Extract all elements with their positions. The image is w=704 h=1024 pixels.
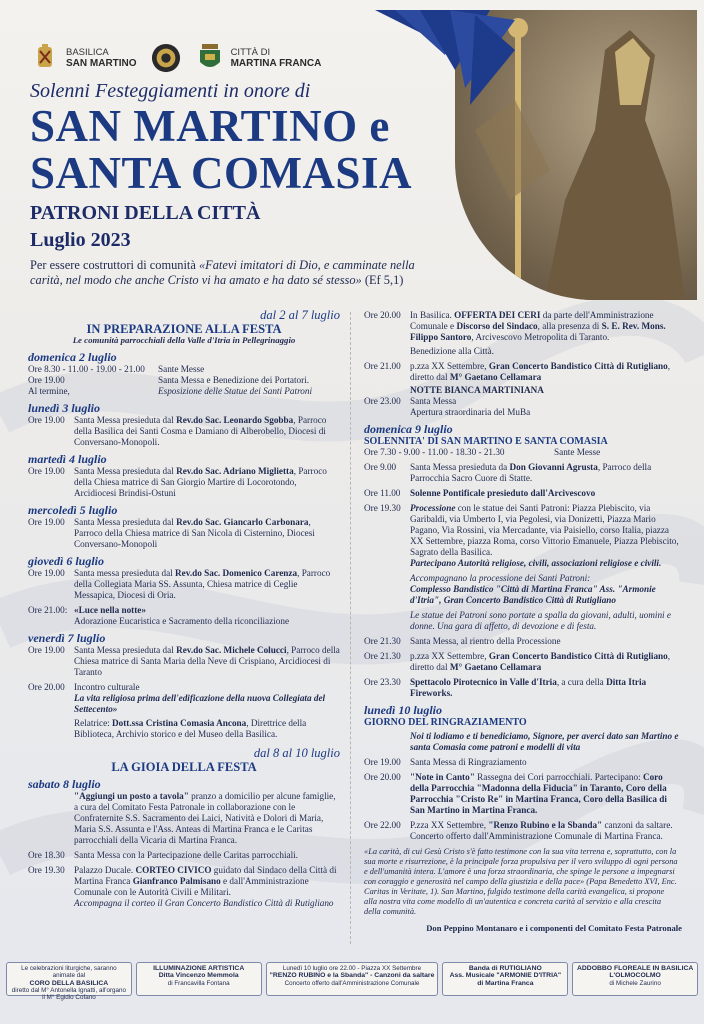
time: Ore 21.30 [364, 651, 401, 661]
day-title: GIORNO DEL RINGRAZIAMENTO [364, 717, 527, 728]
event [74, 568, 340, 601]
event-part: Partecipano Autorità religiose, civili, associazioni religiose e civili. [410, 558, 662, 568]
event-title: NOTTE BIANCA MARTINIANA [410, 385, 544, 395]
event-part: Incontro culturale [74, 682, 140, 692]
quote-italic: «Fatevi imitatori di Dio, e camminate nella carità, nel modo che anche Cristo vi ha amato e ha dato sé stesso» [30, 258, 415, 287]
confraternity-seal-icon [151, 43, 181, 73]
time: Ore 18.30 [28, 850, 65, 860]
event-title: "Renzo Rubino e la Sbanda" [488, 820, 603, 830]
schedule-row [364, 772, 682, 816]
schedule-row [364, 396, 682, 418]
time: Ore 9.00 [364, 462, 397, 472]
event-part: , Direttrice della Biblioteca, Archivio storico e del Museo della Basilica. [74, 718, 307, 739]
day-heading: lunedì 10 luglio [364, 703, 443, 717]
closing-quote: «La carità, di cui Gesù Cristo s'è fatto testimone con la sua vita terrena e, soprattutto, con la sua morte e risurrezione, è la principale forza propulsiva per il vero sviluppo di ogni persona e dell'umanità intera. L'amore è una forza straordinaria, che spinge le persone a impegnarsi con coraggio e generosità nel campo della giustizia e della pace» (Papa Benedetto XVI, Enc. Caritas in Veritate, 1). San Martino, fulgido testimone della carità evangelica, si propone alla nostra vita come modello di un'autentica e concreta carità al servizio e alla crescita della comunità. [364, 847, 678, 916]
day-heading: sabato 8 luglio [28, 777, 101, 791]
event-part: , diretto dal [410, 361, 671, 382]
city-coat-of-arms-icon [195, 43, 225, 73]
celebrant: Rev.do Sac. Domenico Carenza [175, 568, 298, 578]
day-heading: martedì 4 luglio [28, 452, 107, 466]
footer-text: Concerto offerto dall'Amministrazione Comunale [284, 979, 420, 987]
event [74, 466, 340, 499]
event [410, 772, 682, 816]
signature: Don Peppino Montanaro e i componenti del Comitato Festa Patronale [426, 923, 682, 933]
event [74, 645, 340, 678]
footer-title: Ditta Vincenzo Memmola [158, 972, 239, 980]
schedule-row [28, 517, 340, 550]
time: Ore 21.30 [364, 636, 401, 646]
event-part: Adorazione Eucaristica e Sacramento della riconciliazione [74, 616, 290, 626]
event [410, 820, 682, 842]
event [410, 503, 682, 632]
event-part: Santa Messa [410, 396, 457, 406]
schedule-row [364, 820, 682, 842]
schedule-row [28, 415, 340, 448]
event-part: In Basilica. [410, 310, 455, 320]
schedule-row [364, 447, 682, 458]
schedule-row [28, 605, 340, 627]
band: Gran Concerto Bandistico Città di Rutigliano [488, 651, 668, 661]
quote-ref: (Ef 5,1) [361, 272, 404, 287]
footer-title: Ass. Musicale "ARMONIE D'ITRIA" [449, 972, 562, 980]
day-heading: domenica 2 luglio [28, 350, 117, 364]
event-part: , a cura della [556, 677, 607, 687]
event [410, 462, 682, 484]
section2-title: LA GIOIA DELLA FESTA [111, 760, 257, 774]
footer-title: Banda di RUTIGLIANO [468, 965, 542, 972]
time: Ore 19.00 [28, 568, 65, 578]
event-part: p.zza XX Settembre, [410, 651, 489, 661]
day-heading: giovedì 6 luglio [28, 554, 104, 568]
event-part: p.zza XX Settembre, [410, 361, 489, 371]
event-part: , Parroco della Chiesa matrice di Santa Maria della Neve di Crispiano, Arcidiocesi di Taranto [74, 645, 340, 677]
time: Ore 21.00 [364, 361, 401, 371]
event [410, 651, 682, 673]
speaker: Dott.ssa Cristina Comasia Ancona [112, 718, 247, 728]
event-part: Santa messa presieduta dal [74, 568, 176, 578]
event-part: pranzo a domicilio per alcune famiglie, a cura del Comitato Festa Patronale in collaborazione con le Confraternite S.S. Sacramento dei Laici, Natività e Dolori di Maria, Maria S.S. Assunta e l'Ass. Anteas di Martina Franca e le Caritas parrocchiali della Vicaria di Martina Franca. [74, 791, 336, 845]
citta-line1: CITTÀ DI [230, 47, 271, 58]
event [74, 791, 340, 846]
event [410, 310, 682, 357]
schedule-row [364, 677, 682, 699]
event [74, 682, 340, 740]
schedule-row [364, 462, 682, 484]
celebrant: Rev.do Sac. Adriano Miglietta [176, 466, 294, 476]
event-part: , alla presenza di [537, 321, 602, 331]
event [74, 605, 340, 627]
basilica-label [66, 47, 137, 69]
section1-date: dal 2 al 7 luglio [260, 308, 340, 322]
footer-text: Le celebrazioni liturgiche, saranno animate dal [21, 965, 117, 980]
event-part: e dall'Amministrazione Comunale con le Autorità Civili e Militari. [74, 876, 309, 897]
schedule-row [364, 488, 682, 499]
papal-keys-emblem-icon [30, 43, 60, 73]
event-part: P.zza XX Settembre, [410, 820, 489, 830]
time: Ore 19.00 [28, 415, 65, 425]
column-divider [350, 312, 351, 944]
time: Ore 19.00 [28, 466, 65, 476]
schedule-row [364, 757, 682, 768]
time: Ore 19.30 [364, 503, 401, 513]
footer-title: "RENZO RUBINO e la Sbanda" - Canzoni da saltare [269, 972, 435, 980]
footer-title: L'OLMOCOLMO [609, 972, 661, 980]
event-part: Santa Messa presieduta dal [74, 517, 177, 527]
event [74, 415, 340, 448]
footer-title: ADDOBBO FLOREALE IN BASILICA [576, 965, 694, 972]
footer-box-choir [6, 962, 132, 1002]
event-title: Spettacolo Pirotecnico in Valle d'Itria [410, 677, 557, 687]
event-part: Apertura straordinaria del MuBa [410, 407, 531, 417]
schedule-row [364, 636, 682, 647]
section1-subtitle: Le comunità parrocchiali della Valle d'Itria in Pellegrinaggio [72, 335, 296, 345]
band: Gran Concerto Bandistico Città di Rutigliano [488, 361, 668, 371]
schedule-row [28, 645, 340, 678]
schedule-left-column [28, 310, 340, 909]
event-part: , Parroco della Parrocchia Sacro Cuore di Statte. [410, 462, 652, 483]
schedule-row [28, 791, 340, 846]
blue-fan-decoration [375, 10, 515, 110]
archbishop: S. E. Rev. Mons. Filippo Santoro [410, 321, 666, 342]
event-title: «Luce nella notte» [74, 605, 146, 615]
footer-box-flowers [572, 962, 698, 996]
schedule-right-column [364, 310, 682, 934]
celebrant: Don Giovanni Agrusta [509, 462, 598, 472]
event: Esposizione delle Statue dei Santi Patroni [158, 386, 313, 396]
time: Al termine, [28, 386, 70, 396]
event-part: Relatrice: [74, 718, 113, 728]
time: Ore 19.00 [28, 645, 65, 655]
intro-quote [30, 258, 450, 287]
event-title: "Note in Canto" [410, 772, 475, 782]
footer-text: di Francavilla Fontana [167, 979, 230, 987]
event: Santa Messa con la Partecipazione delle Caritas parrocchiali. [74, 850, 298, 860]
day-title: SOLENNITA' DI SAN MARTINO E SANTA COMASIA [364, 436, 608, 447]
event-part: , Parroco della Basilica dei Santi Cosma e Damiano di Alberobello, Diocesi di Conversano-Monopoli. [74, 415, 327, 447]
schedule-row [28, 386, 340, 397]
event-title: La vita religiosa prima dell'edificazione della nuova Collegiata del Settecento» [74, 693, 326, 714]
citta-line2: MARTINA FRANCA [230, 58, 322, 69]
event-part: Rassegna dei Cori parrocchiali. Partecipano: [474, 772, 643, 782]
time: Ore 19.00 [28, 375, 65, 385]
event [74, 517, 340, 550]
event-part: canzoni da saltare. [602, 820, 673, 830]
schedule-row [28, 865, 340, 909]
event-part: Santa Messa presieduta da [410, 462, 510, 472]
event-part: , Parroco della Collegiata Maria SS. Assunta, Chiesa matrice di Ceglie Messapica, Diocesi di Oria. [74, 568, 331, 600]
time: Ore 21.00: [28, 605, 68, 615]
schedule-row [364, 731, 682, 753]
time: Ore 20.00 [28, 682, 65, 692]
event-part: con le statue dei Santi Patroni: Piazza Plebiscito, via Garibaldi, via Umberto I, via Pegolesi, via Donizetti, Piazza Mario Pagano, Via Rossini, via Mercadante, via Paisiello, corso Italia, piazza XX Settembre, piazza Roma, corso Vittorio Emanuele, Piazza Plebiscito, Sagrato della Basilica. [410, 503, 679, 557]
schedule-row [28, 466, 340, 499]
mayor: Gianfranco Palmisano [132, 876, 221, 886]
event [74, 865, 340, 909]
month-heading: Luglio 2023 [30, 229, 131, 251]
time: Ore 19.00 [28, 517, 65, 527]
event: Solenne Pontificale presieduto dall'Arcivescovo [410, 488, 596, 498]
choirs: Coro della Parrocchia "Madonna della Fiducia" in Taranto, Coro della Parrocchia "Cristo Re" in Martina Franca, Coro della Basilica di San Martino in Martina Franca. [410, 772, 667, 815]
event-part: , Parroco della Chiesa matrice di San Nicola di Cisternino, Diocesi Conversano-Monopoli [74, 517, 315, 549]
footer-title: ILLUMINAZIONE ARTISTICA [153, 965, 245, 972]
time: Ore 11.00 [364, 488, 401, 498]
subtitle: Solenni Festeggiamenti in onore di [30, 80, 311, 102]
day-heading: venerdì 7 luglio [28, 631, 106, 645]
conductor: M° Gaetano Cellamara [449, 662, 542, 672]
schedule-row [364, 361, 682, 396]
schedule-row [28, 568, 340, 601]
title-line1: SAN MARTINO e [30, 101, 390, 151]
schedule-row [364, 651, 682, 673]
time: Ore 19.00 [364, 757, 401, 767]
event [410, 677, 682, 699]
section1-title: IN PREPARAZIONE ALLA FESTA [86, 322, 282, 336]
event-part: Accompagna il corteo il Gran Concerto Bandistico Città di Rutigliano [74, 898, 334, 908]
event-part: Palazzo Ducale. [74, 865, 136, 875]
time: Ore 20.00 [364, 772, 401, 782]
event-part: , diretto dal [410, 651, 671, 672]
event-part: Santa Messa presieduta dal [74, 645, 177, 655]
schedule-row [28, 682, 340, 740]
footer-box-concert [266, 962, 439, 996]
event: Santa Messa di Ringraziamento [410, 757, 527, 767]
event-part: Santa Messa presieduta dal [74, 466, 177, 476]
day-heading: lunedì 3 luglio [28, 401, 101, 415]
event-part: , Parroco della Chiesa matrice di San Giorgio Martire di Locorotondo, Arcidiocesi Brindisi-Ostuni [74, 466, 327, 498]
event-part: Benedizione alla Città. [410, 346, 494, 356]
celebrant: Rev.do Sac. Leonardo Sgobba [176, 415, 294, 425]
event-title: OFFERTA DEI CERI [454, 310, 541, 320]
schedule-row [364, 310, 682, 357]
time: Ore 8.30 - 11.00 - 19.00 - 21.00 [28, 364, 145, 374]
event-part: Santa Messa presieduta dal [74, 415, 177, 425]
event-part: , Arcivescovo Metropolita di Taranto. [471, 332, 610, 342]
footer-title: CORO DELLA BASILICA [29, 979, 109, 987]
time: Ore 23.30 [364, 677, 401, 687]
time: Ore 19.30 [28, 865, 65, 875]
event [410, 396, 682, 418]
time: Ore 22.00 [364, 820, 401, 830]
conductor: M° Gaetano Cellamara [449, 372, 542, 382]
day-heading: mercoledì 5 luglio [28, 503, 118, 517]
basilica-line2: SAN MARTINO [66, 58, 137, 69]
header-logos [30, 38, 335, 78]
schedule-row [28, 375, 340, 386]
event-part: da parte dell'Amministrazione Comunale e [410, 310, 654, 331]
thanksgiving-quote: Noi ti lodiamo e ti benediciamo, Signore, per averci dato san Martino e santa Comasia come patroni e modelli di vita [410, 731, 679, 752]
footer-box-lighting [136, 962, 262, 996]
footer-text: diretto dal M° Antonella Ignatti, all'organo il M° Egidio Cofano [11, 986, 127, 1002]
schedule-row [28, 364, 340, 375]
event: Santa Messa, al rientro della Processione [410, 636, 561, 646]
event-title: Discorso del Sindaco [456, 321, 538, 331]
event-part: Le statue dei Patroni sono portate a spalla da giovani, adulti, uomini e donne. Una gara di affetto, di devozione e di festa. [410, 610, 671, 631]
schedule-row [364, 503, 682, 632]
company: Ditta Itria Fireworks. [410, 677, 647, 698]
footer-text: di Michele Zaurino [609, 979, 661, 987]
section2-date: dal 8 al 10 luglio [253, 746, 340, 760]
event: Sante Messe [158, 364, 205, 374]
footer-credits [6, 962, 698, 1002]
quote-plain: Per essere costruttori di comunità [30, 258, 199, 272]
time: Ore 20.00 [364, 310, 401, 320]
event [410, 361, 682, 396]
event: Santa Messa e Benedizione dei Portatori. [158, 375, 310, 385]
day-heading: domenica 9 luglio [364, 422, 453, 436]
event-title: Processione [410, 503, 456, 513]
event-part: Concerto offerto dall'Amministrazione Comunale di Martina Franca. [410, 831, 663, 841]
schedule-row [28, 850, 340, 861]
footer-title: di Martina Franca [477, 979, 534, 987]
title-line2: SANTA COMASIA [30, 148, 412, 198]
celebrant: Rev.do Sac. Michele Colucci [176, 645, 287, 655]
event-part: guidato dal Sindaco della Città di Martina Franca [74, 865, 337, 886]
footer-text: Lunedì 10 luglio ore 22.00 - Piazza XX Settembre [282, 965, 422, 972]
time: Ore 7.30 - 9.00 - 11.00 - 18.30 - 21.30 [364, 447, 505, 457]
event-part: Accompagnano la processione dei Santi Patroni: [410, 573, 591, 583]
basilica-line1: BASILICA [66, 47, 109, 58]
citta-label [231, 47, 322, 69]
time: Ore 23.00 [364, 396, 401, 406]
event-title: "Aggiungi un posto a tavola" [74, 791, 189, 801]
patroni-heading: PATRONI DELLA CITTÀ [30, 202, 261, 224]
event: Sante Messe [554, 447, 601, 457]
celebrant: Rev.do Sac. Giancarlo Carbonara [176, 517, 309, 527]
footer-box-band [442, 962, 568, 996]
event-title: CORTEO CIVICO [135, 865, 212, 875]
bands: Complesso Bandistico "Città di Martina Franca" Ass. "Armonie d'Itria", Gran Concerto Bandistico Città di Rutigliano [410, 584, 656, 605]
